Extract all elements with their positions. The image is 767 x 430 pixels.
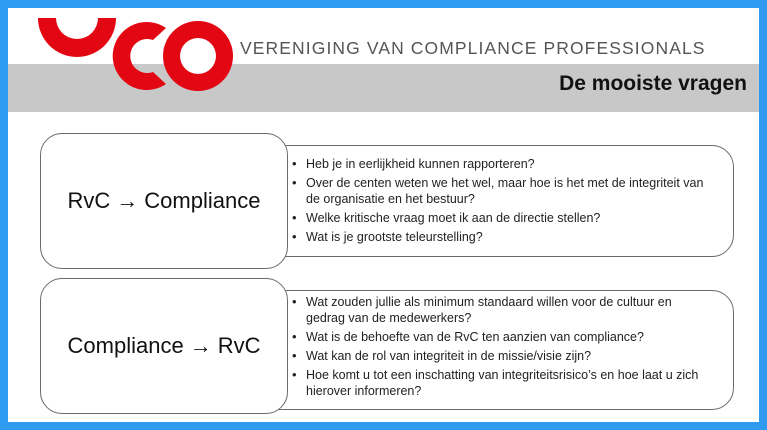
- label-box-1: [40, 133, 288, 269]
- list-item: • Heb je in eerlijkheid kunnen rapporteren?: [290, 156, 710, 172]
- list-item: • Hoe komt u tot een inschatting van integriteitsrisico’s en hoe laat u zich hierover informeren?: [290, 367, 710, 399]
- question-list-2: [290, 294, 710, 402]
- list-item: • Over de centen weten we het wel, maar hoe is het met de integriteit van de organisatie en het bestuur?: [290, 175, 710, 207]
- slide-title: De mooiste vragen: [559, 72, 747, 95]
- slide: [8, 8, 759, 422]
- arrow-right-icon: →: [189, 333, 212, 358]
- label-from: Compliance: [67, 333, 184, 358]
- arrow-right-icon: →: [116, 188, 139, 213]
- label-to: Compliance: [144, 188, 261, 213]
- label-box-2: [40, 278, 288, 414]
- list-item: • Welke kritische vraag moet ik aan de directie stellen?: [290, 210, 710, 226]
- vco-logo: [8, 8, 243, 108]
- question-list-1: [290, 156, 710, 248]
- list-item: • Wat kan de rol van integriteit in de missie/visie zijn?: [290, 348, 710, 364]
- list-item: • Wat is de behoefte van de RvC ten aanzien van compliance?: [290, 329, 710, 345]
- logo-v-shape: [38, 18, 116, 57]
- list-item: • Wat zouden jullie als minimum standaard willen voor de cultuur en gedrag van de medewerkers?: [290, 294, 710, 326]
- organization-name: VERENIGING VAN COMPLIANCE PROFESSIONALS: [240, 38, 706, 58]
- label-to: RvC: [217, 333, 261, 358]
- list-item: • Wat is je grootste teleurstelling?: [290, 229, 710, 245]
- logo-c-shape: [113, 22, 166, 90]
- label-from: RvC: [67, 188, 111, 213]
